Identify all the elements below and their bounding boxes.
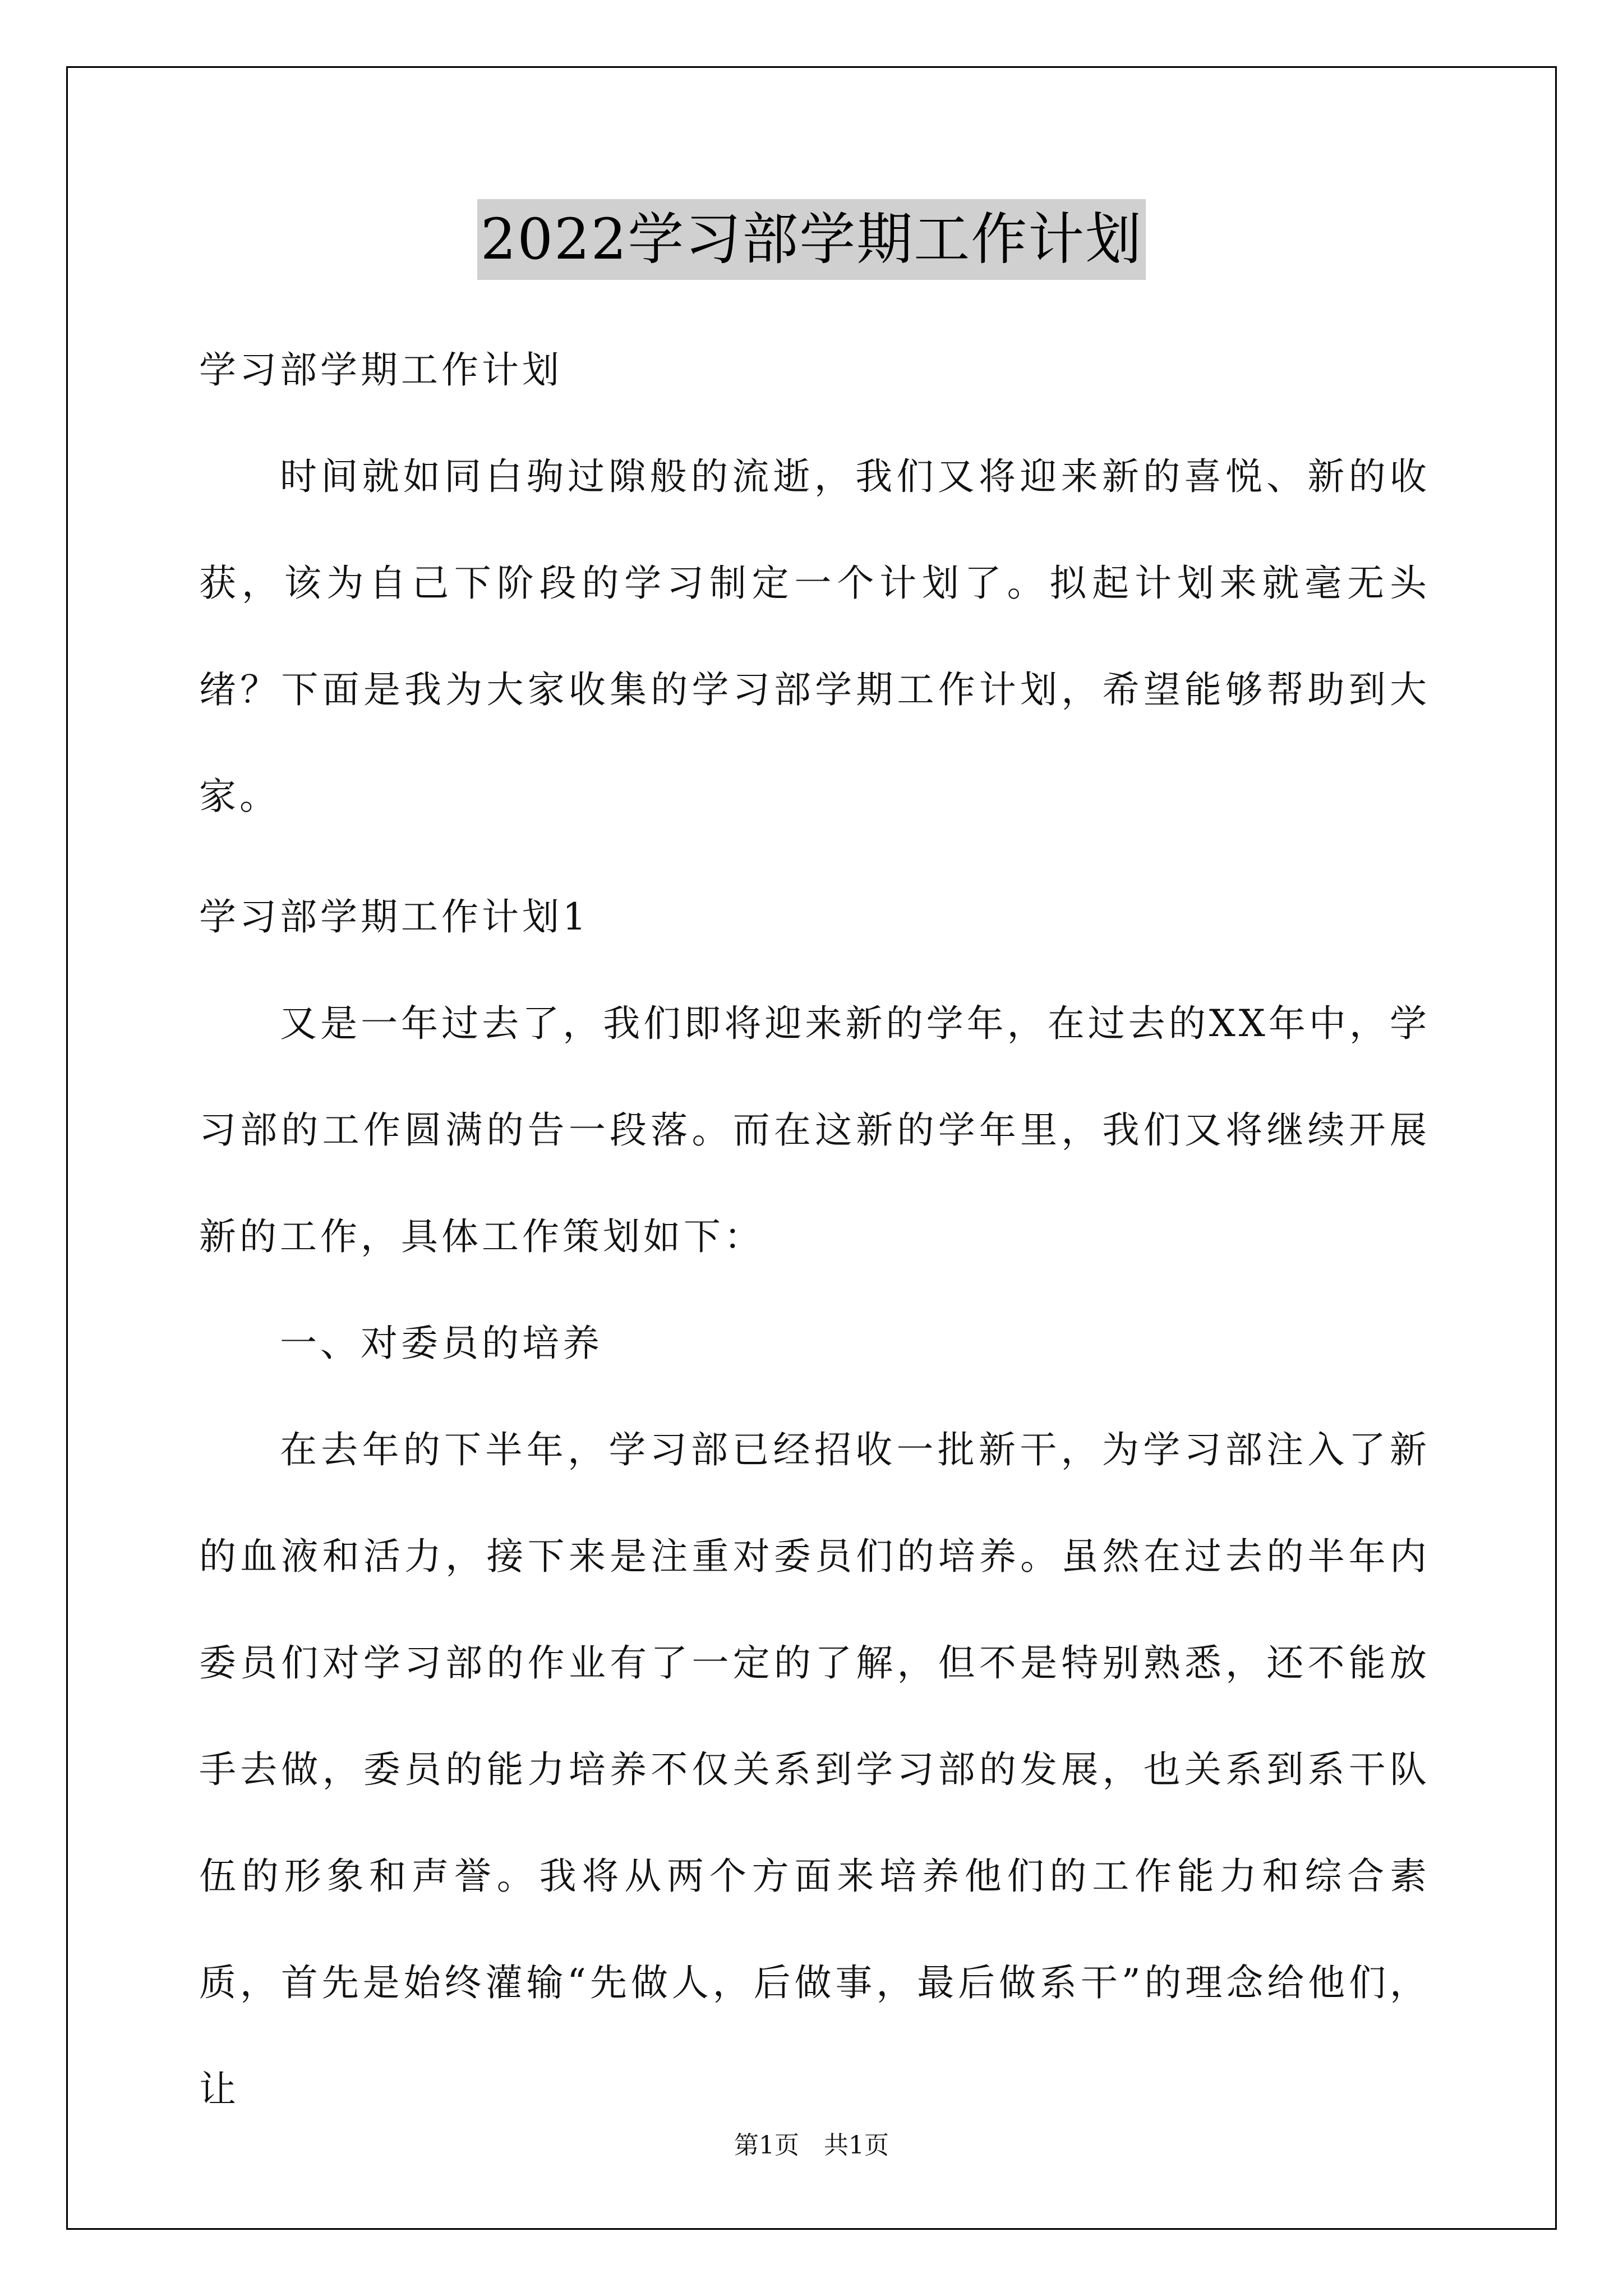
document-subtitle: 学习部学期工作计划	[199, 348, 562, 392]
page-footer	[0, 2129, 1623, 2162]
section-paragraph-1: 又是一年过去了，我们即将迎来新的学年，在过去的XX年中，学习部的工作圆满的告一段落。而在这新的学年里，我们又将继续开展新的工作，具体工作策划如下：	[199, 1002, 1430, 1258]
document-title: 2022学习部学期工作计划	[477, 199, 1146, 280]
page-number: 第1页	[734, 2131, 799, 2160]
document-body-section	[199, 864, 1430, 2143]
intro-paragraph: 时间就如同白驹过隙般的流逝，我们又将迎来新的喜悦、新的收获，该为自己下阶段的学习制定一个计划了。拟起计划来就毫无头绪？下面是我为大家收集的学习部学期工作计划，希望能够帮助到大家。	[199, 455, 1430, 818]
section-paragraph-2: 在去年的下半年，学习部已经招收一批新干，为学习部注入了新的血液和活力，接下来是注重对委员们的培养。虽然在过去的半年内委员们对学习部的作业有了一定的了解，但不是特别熟悉，还不能放手去做，委员的能力培养不仅关系到学习部的发展，也关系到系干队伍的形象和声誉。我将从两个方面来培养他们的工作能力和综合素质，首先是始终灌输“先做人，后做事，最后做系干”的理念给他们，让	[199, 1428, 1430, 2111]
sub-heading: 一、对委员的培养	[280, 1322, 603, 1365]
document-body-top	[199, 317, 1430, 850]
title-container	[0, 199, 1623, 280]
page-total: 共1页	[824, 2131, 889, 2160]
section-heading: 学习部学期工作计划1	[199, 895, 589, 938]
